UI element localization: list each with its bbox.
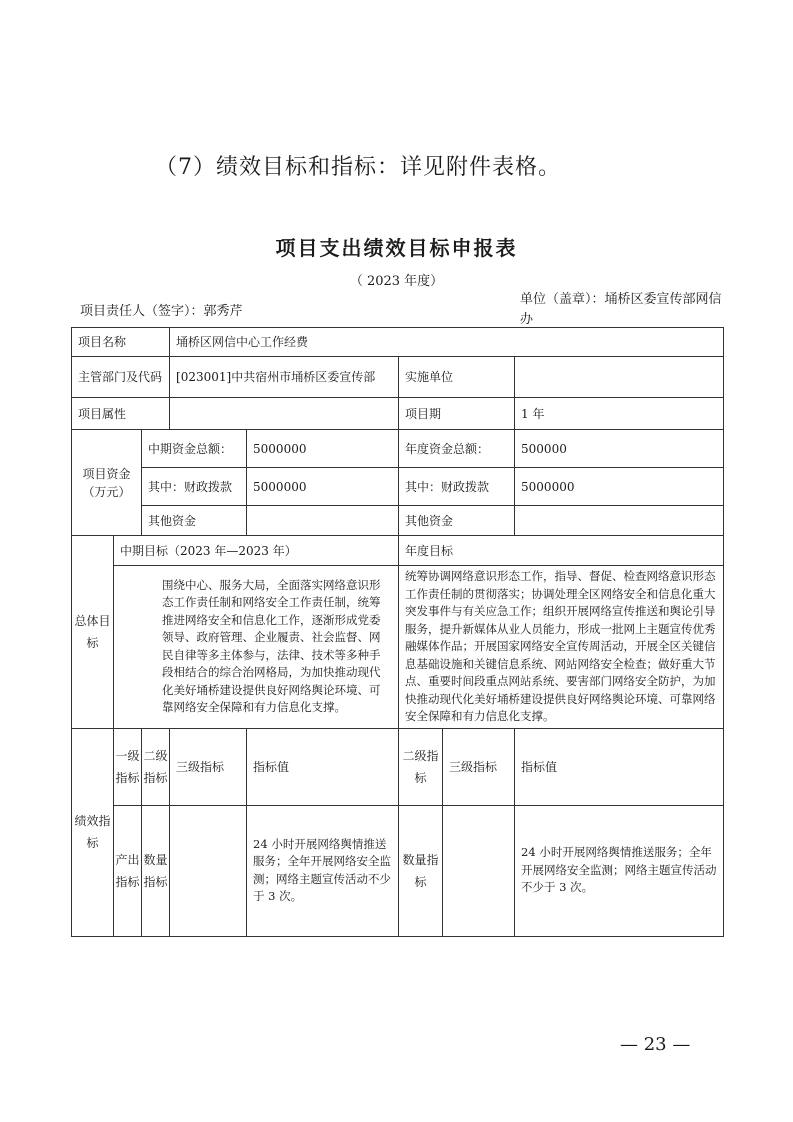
mid-fiscal-value: 5000000 — [247, 468, 399, 506]
quantity-indicator-right: 数量指标 — [399, 805, 443, 936]
funds-label: 项目资金（万元） — [72, 430, 142, 536]
value-header-right: 指标值 — [515, 728, 724, 805]
project-name-label: 项目名称 — [72, 328, 170, 357]
dept-label: 主管部门及代码 — [72, 357, 170, 398]
impl-label: 实施单位 — [399, 357, 515, 398]
attr-value — [170, 398, 399, 430]
goal-label: 总体目标 — [72, 536, 114, 729]
dept-value: [023001]中共宿州市埇桥区委宣传部 — [170, 357, 399, 398]
output-indicator: 产出指标 — [114, 805, 142, 936]
responsible-person: 项目责任人（签字）：郭秀芹 — [80, 304, 243, 319]
row-indicator-value-right: 24 小时开展网络舆情推送服务；全年开展网络安全监测；网络主题宣传活动不少于 3 次。 — [515, 805, 724, 936]
year-fiscal-label: 其中：财政拨款 — [399, 468, 515, 506]
row-indicator-value: 24 小时开展网络舆情推送服务；全年开展网络安全监测；网络主题宣传活动不少于 3 次。 — [247, 805, 399, 936]
level2-header-right: 二级指标 — [399, 728, 443, 805]
year-goal-header: 年度目标 — [399, 536, 724, 566]
page-number: — 23 — — [620, 1034, 691, 1055]
mid-total-value: 5000000 — [247, 430, 399, 468]
period-value: 1 年 — [515, 398, 724, 430]
form-title: 项目支出绩效目标申报表 — [275, 236, 518, 260]
impl-value — [515, 357, 724, 398]
year-other-value — [515, 506, 724, 536]
year-goal-text: 统筹协调网络意识形态工作，指导、督促、检查网络意识形态工作责任制的贯彻落实；协调处理全区网络安全和信息化重大突发事件与有关应急工作；组织开展网络宣传推送和舆论引导服务，提升新媒体从业人员能力，形成一批网上主题宣传优秀融媒体作品；开展国家网络安全宣传周活动，开展全区关键信息基础设施和关键信息系统、网站网络安全检查；做好重大节点、重要时间段重点网站系统、要害部门网络安全防护，为加快推动现代化美好埇桥建设提供良好网络舆论环境、可靠网络安全保障和有力信息化支撑。 — [399, 566, 724, 729]
year-other-label: 其他资金 — [399, 506, 515, 536]
form-year: （ 2023 年度） — [349, 274, 444, 289]
performance-form-table — [71, 327, 724, 937]
attr-label: 项目属性 — [72, 398, 170, 430]
mid-total-label: 中期资金总额： — [142, 430, 247, 468]
year-total-value: 500000 — [515, 430, 724, 468]
level2-header: 二级指标 — [142, 728, 170, 805]
mid-other-label: 其他资金 — [142, 506, 247, 536]
level1-header: 一级指标 — [114, 728, 142, 805]
level3-header: 三级指标 — [170, 728, 247, 805]
mid-goal-header: 中期目标（2023 年—2023 年） — [114, 536, 399, 566]
row-level3 — [170, 805, 247, 936]
period-label: 项目期 — [399, 398, 515, 430]
level3-header-right: 三级指标 — [443, 728, 515, 805]
project-name-value: 埇桥区网信中心工作经费 — [170, 328, 724, 357]
mid-goal-text: 围绕中心、服务大局，全面落实网络意识形态工作责任制和网络安全工作责任制，统筹推进网络安全和信息化工作，逐渐形成党委领导、政府管理、企业履责、社会监督、网民自律等多主体参与，法律、技术等多种手段相结合的综合治网格局，为加快推动现代化美好埇桥建设提供良好网络舆论环境、可靠网络安全保障和有力信息化支撑。 — [114, 566, 399, 729]
mid-fiscal-label: 其中：财政拨款 — [142, 468, 247, 506]
unit-stamp: 单位（盖章）：埇桥区委宣传部网信办 — [520, 292, 722, 327]
row-level3-right — [443, 805, 515, 936]
section-heading: （7）绩效目标和指标：详见附件表格。 — [155, 155, 561, 180]
year-fiscal-value: 5000000 — [515, 468, 724, 506]
year-total-label: 年度资金总额： — [399, 430, 515, 468]
quantity-indicator: 数量指标 — [142, 805, 170, 936]
mid-other-value — [247, 506, 399, 536]
perf-label: 绩效指标 — [72, 728, 114, 936]
value-header: 指标值 — [247, 728, 399, 805]
